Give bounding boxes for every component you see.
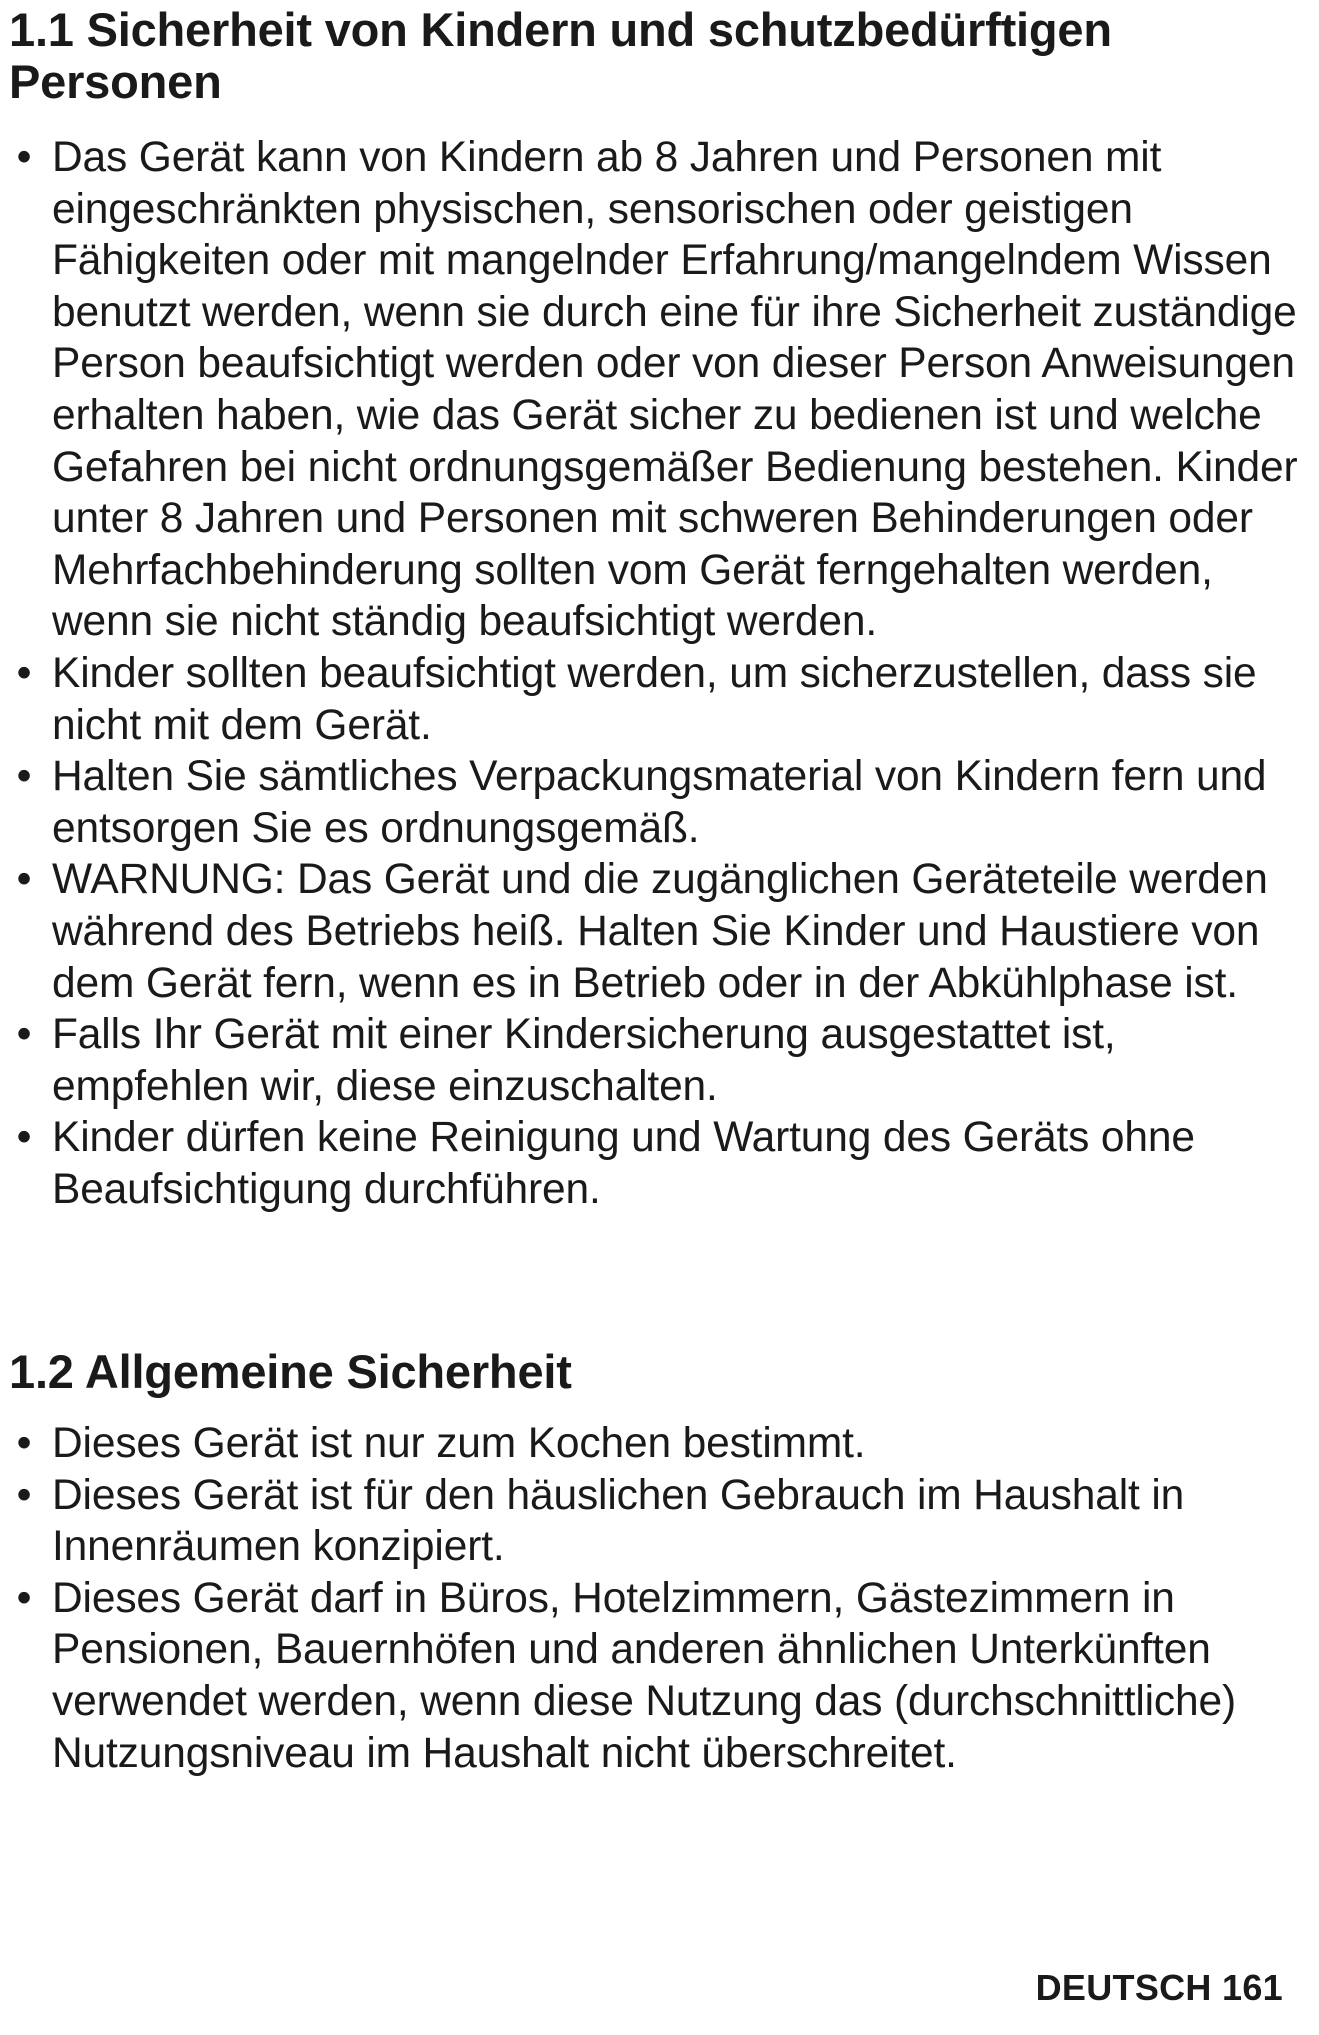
list-item — [0, 132, 1315, 648]
list-item — [0, 648, 1315, 751]
section-title-general-safety: 1.2 Allgemeine Sicherheit — [9, 1345, 572, 1398]
list-item — [0, 751, 1315, 854]
bullet-icon: • — [16, 134, 32, 181]
general-safety-list — [0, 1418, 1315, 1779]
list-item — [0, 1470, 1315, 1573]
list-item-text: Falls Ihr Gerät mit einer Kindersicherung ausgestattet ist, empfehlen wir, diese einzuschalten. — [52, 1011, 1116, 1110]
list-item-text: WARNUNG: Das Gerät und die zugänglichen Geräteteile werden während des Betriebs heiß. Halten Sie Kinder und Haustiere von dem Gerät fern, wenn es in Betrieb oder in der Abkühlphase ist. — [52, 856, 1268, 1007]
section-title-child-safety: 1.1 Sicherheit von Kindern und schutzbedürftigen Personen — [9, 3, 1112, 108]
bullet-icon: • — [16, 753, 32, 801]
list-item — [0, 1573, 1315, 1779]
list-item — [0, 1418, 1315, 1470]
list-item-text: Dieses Gerät ist für den häuslichen Gebrauch im Haushalt in Innenräumen konzipiert. — [52, 1471, 1185, 1571]
list-item-text: Das Gerät kann von Kindern ab 8 Jahren und Personen mit eingeschränkten physischen, sensorischen oder geistigen Fähigkeiten oder mit mangelnder Erfahrung/mangelndem Wissen benutzt werden, wenn sie durch eine für ihre Sicherheit zuständige Person beaufsichtigt werden oder von dieser Person Anweisungen erhalten haben, wie das Gerät sicher zu bedienen ist und welche Gefahren bei nicht ordnungsgemäßer Bedienung bestehen. Kinder unter 8 Jahren und Personen mit schweren Behinderungen oder Mehrfachbehinderung sollten vom Gerät ferngehalten werden, wenn sie nicht ständig beaufsichtigt werden. — [52, 134, 1298, 646]
page-number-footer: DEUTSCH 161 — [1035, 1967, 1283, 2008]
list-item — [0, 1009, 1315, 1112]
bullet-icon: • — [16, 856, 32, 904]
bullet-icon: • — [16, 1420, 32, 1467]
bullet-icon: • — [16, 1011, 32, 1059]
list-item — [0, 1112, 1315, 1215]
list-item-text: Dieses Gerät darf in Büros, Hotelzimmern, Gästezimmern in Pensionen, Bauernhöfen und anderen ähnlichen Unterkünften verwendet werden, wenn diese Nutzung das (durchschnittliche) Nutzungsniveau im Haushalt nicht überschreitet. — [52, 1574, 1237, 1777]
list-item-text: Kinder dürfen keine Reinigung und Wartung des Geräts ohne Beaufsichtigung durchführen. — [52, 1114, 1195, 1213]
bullet-icon: • — [16, 1574, 32, 1622]
list-item-text: Halten Sie sämtliches Verpackungsmaterial von Kindern fern und entsorgen Sie es ordnungsgemäß. — [52, 753, 1267, 852]
child-safety-list — [0, 132, 1315, 1215]
bullet-icon: • — [16, 649, 32, 697]
bullet-icon: • — [16, 1471, 32, 1519]
bullet-icon: • — [16, 1114, 32, 1162]
list-item-text: Kinder sollten beaufsichtigt werden, um sicherzustellen, dass sie nicht mit dem Gerät. — [52, 649, 1257, 749]
list-item — [0, 854, 1315, 1009]
list-item-text: Dieses Gerät ist nur zum Kochen bestimmt. — [52, 1420, 866, 1467]
